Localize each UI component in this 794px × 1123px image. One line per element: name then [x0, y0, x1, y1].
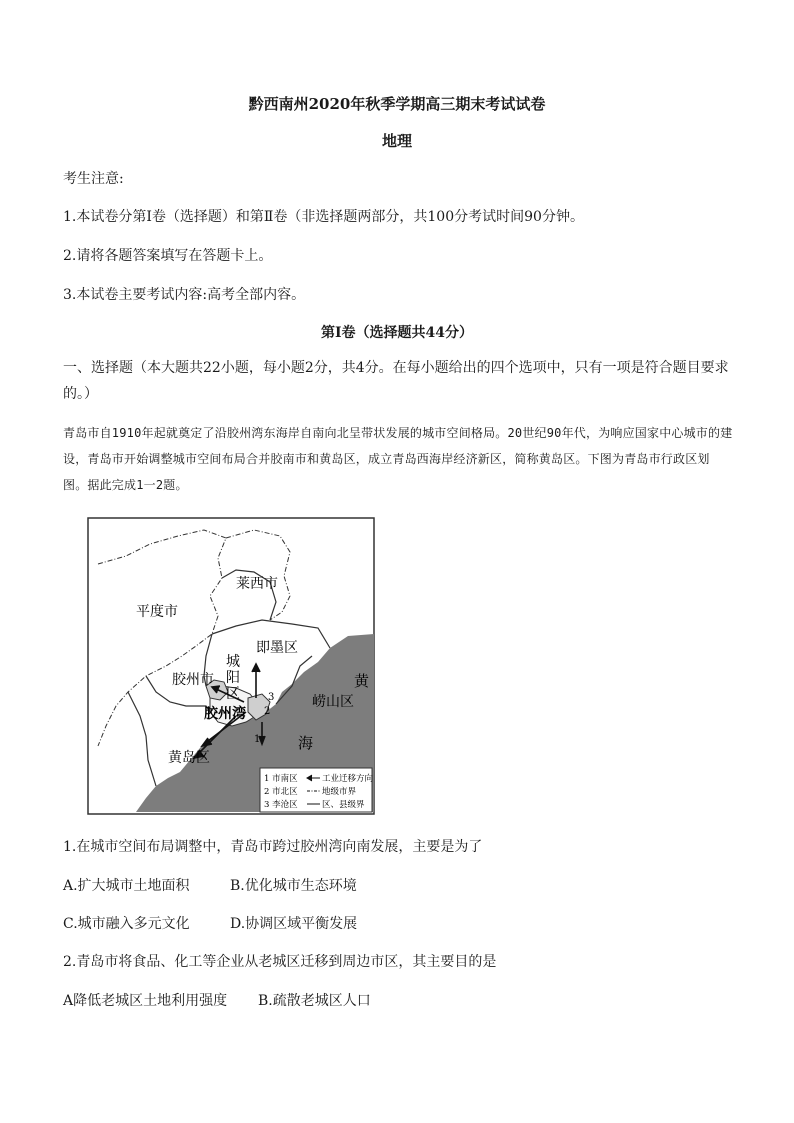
- legend-row1-left: 1 市南区: [264, 774, 298, 784]
- label-jiaozhou: 胶州市: [172, 672, 214, 688]
- label-jiaozhou-bay: 胶州湾: [204, 706, 246, 722]
- question-1-option-d: D.协调区域平衡发展: [230, 916, 358, 932]
- subject-title: 地理: [381, 132, 412, 150]
- question-1-stem: 1.在城市空间布局调整中，青岛市跨过胶州湾向南发展，主要是为了: [63, 839, 483, 855]
- legend-row3-left: 3 李沧区: [264, 800, 298, 810]
- label-laixi: 莱西市: [236, 576, 278, 592]
- question-2-stem: 2.青岛市将食品、化工等企业从老城区迁移到周边市区，其主要目的是: [63, 954, 497, 970]
- label-chengyang-3: 区: [226, 686, 240, 702]
- label-jimo: 即墨区: [256, 640, 298, 656]
- legend-row3-right: 区、县级界: [322, 800, 365, 810]
- legend-row2-left: 2 市北区: [264, 787, 298, 797]
- question-1-option-c: C.城市融入多元文化: [63, 916, 190, 932]
- map-legend: [260, 768, 374, 812]
- notes-heading: 考生注意:: [63, 171, 124, 187]
- label-pingdu: 平度市: [136, 604, 178, 620]
- note-item-2: 2.请将各题答案填写在答题卡上。: [63, 248, 273, 264]
- legend-row2-right: 地级市界: [322, 787, 357, 797]
- label-num-1: 1: [254, 734, 261, 745]
- legend-row1-right: 工业迁移方向: [322, 774, 374, 784]
- label-num-3: 3: [268, 692, 275, 703]
- question-2-option-b: B.疏散老城区人口: [258, 993, 371, 1009]
- note-item-3: 3.本试卷主要考试内容:高考全部内容。: [63, 287, 306, 303]
- label-yellow-sea-2: 海: [298, 734, 314, 752]
- section-title: 第Ⅰ卷（选择题共44分）: [320, 325, 474, 341]
- question-1-option-a: A.扩大城市土地面积: [63, 878, 190, 894]
- qingdao-map: [86, 516, 376, 816]
- note-item-1: 1.本试卷分第Ⅰ卷（选择题）和第Ⅱ卷（非选择题两部分，共100分考试时间90分钟。: [63, 209, 584, 225]
- label-chengyang-1: 城: [226, 654, 240, 670]
- label-num-2: 2: [264, 706, 271, 717]
- reading-passage: 青岛市自1910年起就奠定了沿胶州湾东海岸自南向北呈带状发展的城市空间格局。20世纪90年代，为响应国家中心城市的建设，青岛市开始调整城市空间布局合并胶南市和黄岛区，成立青岛西海岸经济新区，简称黄岛区。下图为青岛市行政区划图。据此完成1一2题。: [63, 426, 733, 492]
- exam-title: 黔西南州2020年秋季学期高三期末考试试卷: [248, 95, 546, 113]
- question-2-option-a: A降低老城区土地利用强度: [63, 993, 228, 1009]
- label-laoshan: 崂山区: [312, 694, 354, 710]
- label-chengyang-2: 阳: [226, 670, 240, 686]
- label-yellow-sea-1: 黄: [354, 672, 370, 690]
- section-intro: 一、选择题（本大题共22小题，每小题2分，共4分。在每小题给出的四个选项中，只有一项是符合题目要求的。）: [63, 360, 729, 402]
- label-huangdao: 黄岛区: [168, 750, 210, 766]
- question-1-option-b: B.优化城市生态环境: [230, 878, 357, 894]
